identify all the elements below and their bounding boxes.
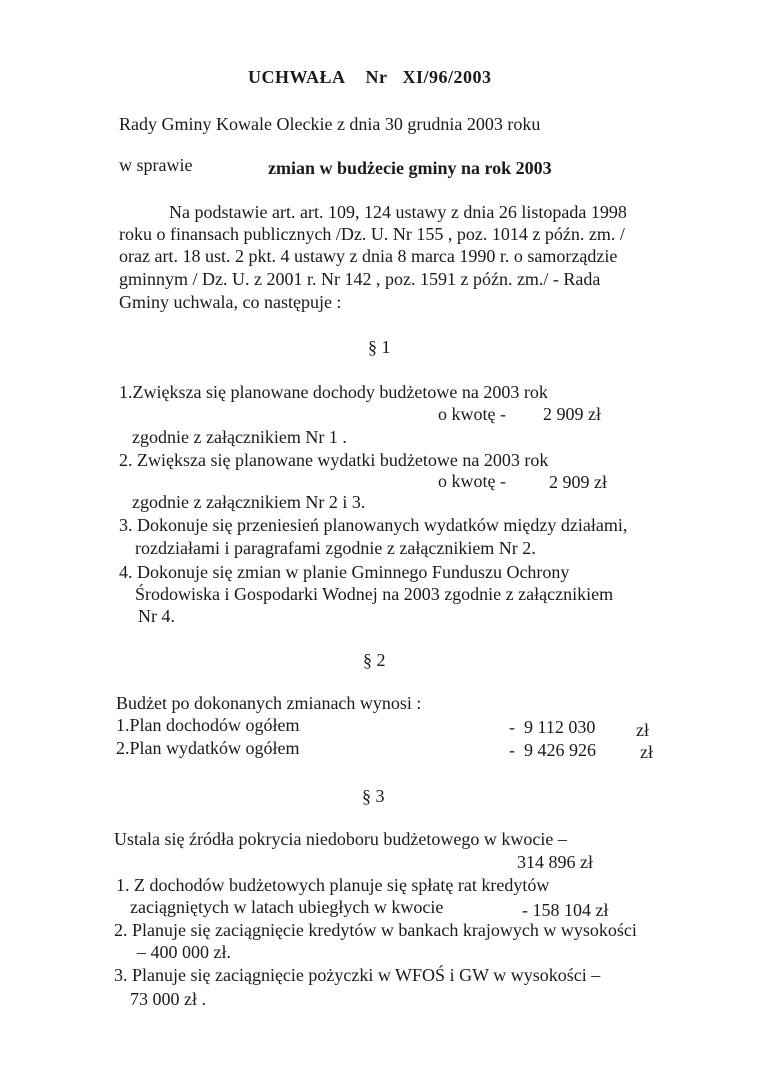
preamble-line-2: roku o finansach publicznych /Dz. U. Nr 155 , poz. 1014 z późn. zm. / <box>119 224 625 244</box>
section-2-heading: § 2 <box>363 650 386 670</box>
s1-item2-amount-label: o kwotę - <box>438 471 506 491</box>
s3-intro: Ustala się źródła pokrycia niedoboru budżetowego w kwocie – <box>114 829 567 849</box>
s1-item2-amount: 2 909 zł <box>549 472 607 492</box>
s1-item4-line2: Środowiska i Gospodarki Wodnej na 2003 zgodnie z załącznikiem <box>135 584 614 604</box>
section-1-heading: § 1 <box>368 337 391 357</box>
header-line: Rady Gminy Kowale Oleckie z dnia 30 grudnia 2003 roku <box>119 114 541 134</box>
s2-row-1-dash: - <box>509 717 515 737</box>
document-title <box>248 66 492 88</box>
s1-item1-line1: 1.Zwiększa się planowane dochody budżetowe na 2003 rok <box>119 382 548 402</box>
s2-row-1-unit: zł <box>636 720 649 740</box>
subject-text: zmian w budżecie gminy na rok 2003 <box>268 158 552 178</box>
s1-item1-amount: 2 909 zł <box>543 404 601 424</box>
s1-item1-line3: zgodnie z załącznikiem Nr 1 . <box>132 427 347 447</box>
s3-item3-line2: 73 000 zł . <box>130 989 206 1009</box>
preamble-line-4: gminnym / Dz. U. z 2001 r. Nr 142 , poz. 1591 z późn. zm./ - Rada <box>119 269 601 289</box>
s1-item3-line2: rozdziałami i paragrafami zgodnie z załącznikiem Nr 2. <box>135 538 536 558</box>
preamble-line-5: Gminy uchwala, co następuje : <box>119 292 342 312</box>
s1-item1-amount-label: o kwotę - <box>438 404 506 424</box>
subject-label: w sprawie <box>119 155 193 175</box>
s1-item4-line1: 4. Dokonuje się zmian w planie Gminnego Funduszu Ochrony <box>119 562 570 582</box>
s2-row-1-value: 9 112 030 <box>524 717 596 737</box>
s3-item2-line2: – 400 000 zł. <box>137 942 231 962</box>
s2-row-2-value: 9 426 926 <box>524 740 596 760</box>
s1-item2-line1: 2. Zwiększa się planowane wydatki budżetowe na 2003 rok <box>119 450 549 470</box>
s2-row-2-dash: - <box>509 740 515 760</box>
title-number: XI/96/2003 <box>402 67 492 87</box>
s3-item1-line2: zaciągniętych w latach ubiegłych w kwocie <box>130 897 444 917</box>
s1-item4-line3: Nr 4. <box>138 606 175 626</box>
title-nr-label: Nr <box>365 67 388 87</box>
s1-item3-line1: 3. Dokonuje się przeniesień planowanych wydatków między działami, <box>119 515 628 535</box>
s2-row-2-label: 2.Plan wydatków ogółem <box>116 738 300 758</box>
s2-row-1-label: 1.Plan dochodów ogółem <box>116 715 300 735</box>
s3-item2-line1: 2. Planuje się zaciągnięcie kredytów w bankach krajowych w wysokości <box>114 920 637 940</box>
s2-intro: Budżet po dokonanych zmianach wynosi : <box>116 693 422 713</box>
s3-item3-line1: 3. Planuje się zaciągnięcie pożyczki w WFOŚ i GW w wysokości – <box>114 965 601 985</box>
s3-total: 314 896 zł <box>517 852 593 872</box>
section-3-heading: § 3 <box>362 786 385 806</box>
s3-item1-line1: 1. Z dochodów budżetowych planuje się spłatę rat kredytów <box>116 875 550 895</box>
preamble-line-1: Na podstawie art. art. 109, 124 ustawy z dnia 26 listopada 1998 <box>169 202 627 222</box>
s1-item2-line3: zgodnie z załącznikiem Nr 2 i 3. <box>132 492 366 512</box>
s2-row-2-unit: zł <box>640 742 653 762</box>
preamble-line-3: oraz art. 18 ust. 2 pkt. 4 ustawy z dnia 8 marca 1990 r. o samorządzie <box>119 246 618 266</box>
title-prefix: UCHWAŁA <box>248 67 346 87</box>
s3-item1-amount: - 158 104 zł <box>522 900 609 920</box>
